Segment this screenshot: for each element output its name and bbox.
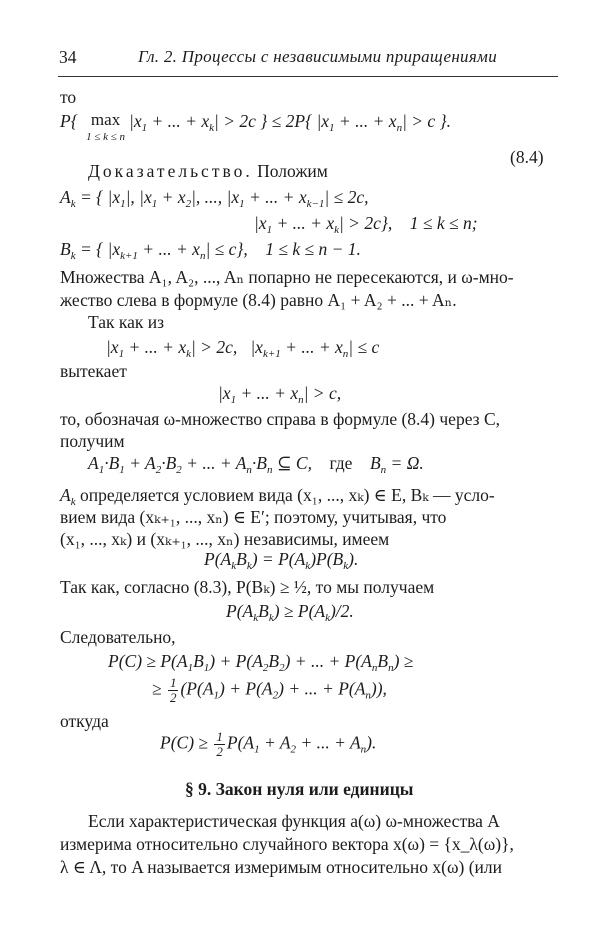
formula-chain-line2: ≥ $\frac{1}{2}$ ($P(A_1) + P(A_2)$ + ... + $P(A_n)$), (152, 675, 387, 705)
paragraph-line: Множества A₁, A₂, ..., Aₙ попарно не пересекаются, и ω-мно- (60, 267, 514, 287)
proof-heading (88, 160, 328, 182)
formula-sum-subset: $A_1\cdot B_1 + A_2\cdot B_2$ + ... + $A_n\cdot B_n$ ⊆ C, где $B_n = \Omega$. (88, 453, 424, 476)
proof-rest: Положим (252, 161, 328, 181)
text-line: то (60, 87, 77, 107)
header-rule (58, 76, 558, 77)
paragraph-line: вытекает (60, 361, 127, 381)
paragraph-line: откуда (60, 711, 109, 731)
paragraph-line: λ ∈ Λ, то A называется измеримым относительно x(ω) (или (60, 857, 503, 877)
paragraph-line: получим (60, 431, 125, 451)
formula-chain-line1: $P(C) \ge P(A_1B_1) + P(A_2B_2)$ + ... + $P(A_nB_n)$ ≥ (108, 651, 414, 674)
formula-sum-gt-c: $|x_1$ + ... + $x_n| > c$, (218, 383, 342, 406)
formula-ak-line1: $A_k$ = { $|x_1|$, $|x_1 + x_2|$, ..., $|x_1$ + ... + $x_{k-1}| \le 2c$, (60, 187, 369, 210)
formula-final: P(C) ≥ $\frac{1}{2}$ $P(A_1 + A_2$ + ... + $A_n$). (160, 729, 377, 759)
page-number: 34 (59, 47, 77, 67)
section-title: § 9. Закон нуля или единицы (185, 779, 414, 799)
paragraph-line: то, обозначая ω-множество справа в формуле (8.4) через C, (60, 409, 501, 429)
paragraph-line: Следовательно, (60, 627, 176, 647)
running-title: Гл. 2. Процессы с независимыми приращениями (138, 47, 498, 66)
formula-half-bound: $P(A_kB_k) \ge P(A_k)/2$. (226, 601, 354, 624)
paragraph-line: (x₁, ..., xₖ) и (xₖ₊₁, ..., xₙ) независимы, имеем (60, 529, 390, 549)
paragraph-line: Так как из (88, 312, 165, 332)
proof-word: Доказательство. (88, 161, 253, 181)
word-gde: где (329, 453, 353, 473)
paragraph-line: $A_k$ определяется условием вида (x₁, ..., xₖ) ∈ E, Bₖ — усло- (60, 485, 495, 508)
formula-condition: $|x_1$ + ... + $x_k| > 2c$, $|x_{k+1}$ + ... + $x_n| \le c$ (106, 337, 380, 360)
paragraph-text: определяется условием вида (x₁, ..., xₖ) ∈ E, Bₖ — усло- (79, 485, 495, 505)
formula-bk: $B_k$ = { $|x_{k+1}$ + ... + $x_n| \le c$}, 1 ≤ k ≤ n − 1. (60, 239, 361, 262)
paragraph-line: жество слева в формуле (8.4) равно A₁ + A₂ + ... + Aₙ. (60, 290, 457, 310)
paragraph-line: Так как, согласно (8.3), P(Bₖ) ≥ ½, то мы получаем (60, 577, 435, 597)
paragraph-line: вием вида (xₖ₊₁, ..., xₙ) ∈ E′; поэтому, учитывая, что (60, 507, 447, 527)
formula-max-inequality: P{ max 1 ≤ k ≤ n $|x_1$ + ... + $x_k| > 2c$ } ≤ 2P{ $|x_1$ + ... + $x_n| > c$ }. (60, 110, 451, 143)
max-operator: max (90, 110, 121, 129)
formula-ak-line2: $|x_1$ + ... + $x_k| > 2c$}, 1 ≤ k ≤ n; (254, 213, 478, 236)
equation-label: (8.4) (510, 147, 544, 167)
formula-independence: $P(A_kB_k) = P(A_k)P(B_k)$. (204, 549, 359, 572)
paragraph-line: измерима относительно случайного вектора x(ω) = {x_λ(ω)}, (60, 834, 514, 854)
paragraph-line: Если характеристическая функция a(ω) ω-множества A (88, 811, 500, 831)
